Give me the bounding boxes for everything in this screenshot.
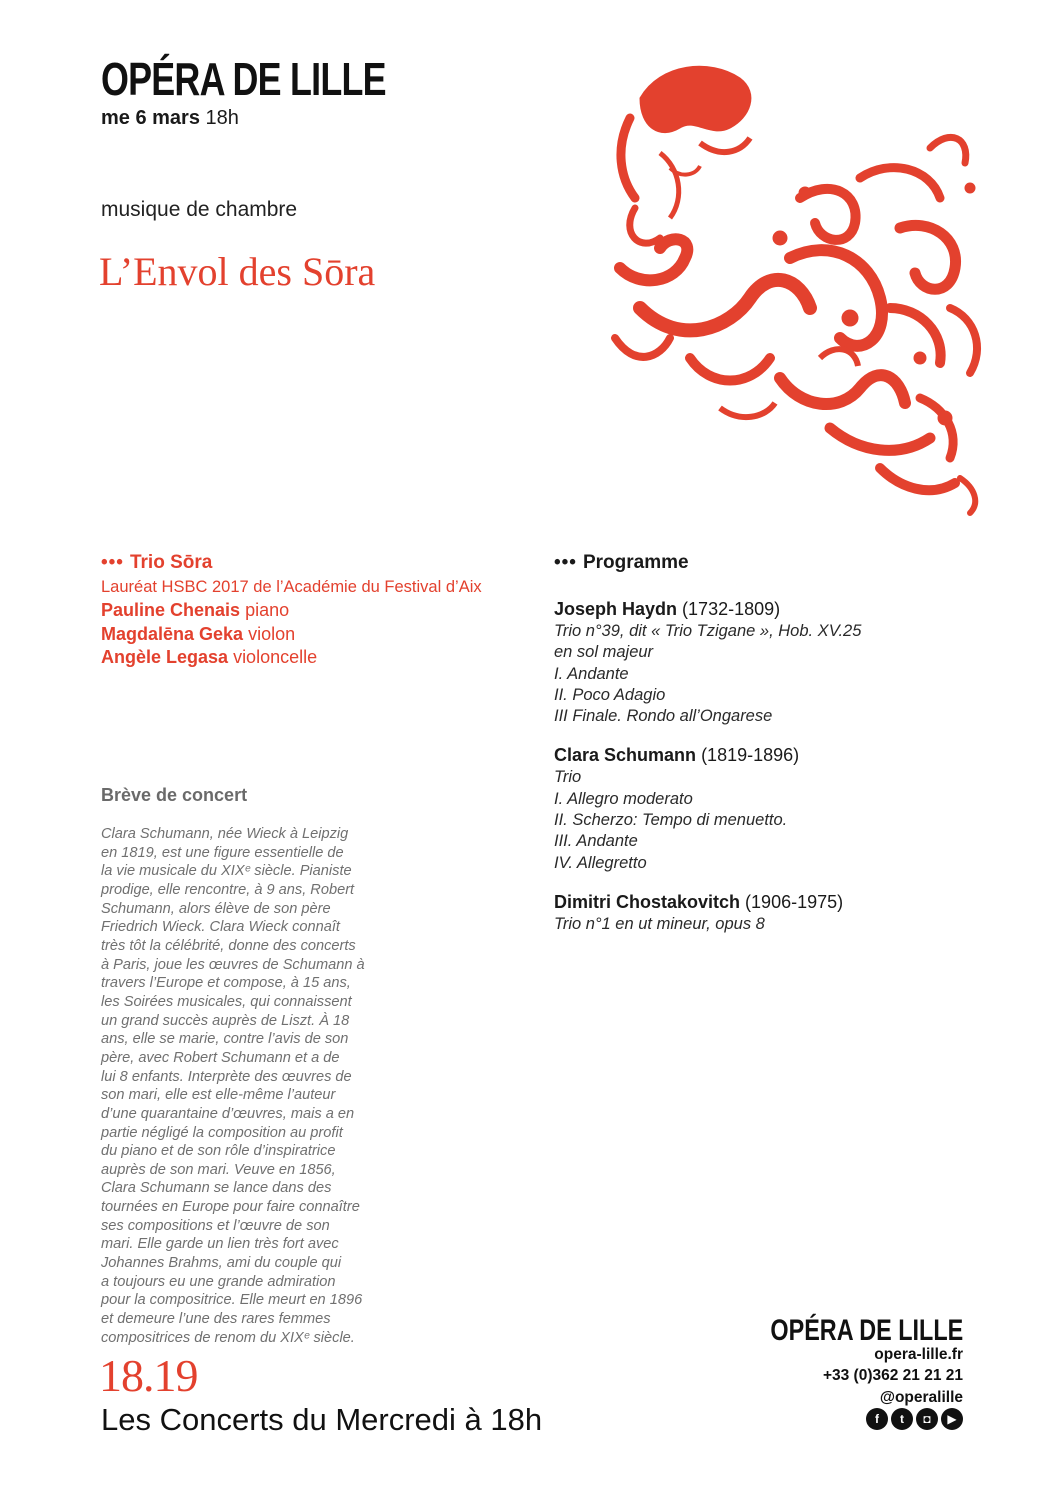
ornament-illustration <box>600 58 1000 518</box>
work-line: III Finale. Rondo all’Ongarese <box>554 707 773 726</box>
event-day: me 6 mars <box>101 107 200 129</box>
series-title: Les Concerts du Mercredi à 18h <box>101 1402 543 1437</box>
social-handle: @operalille <box>879 1389 963 1406</box>
event-title: L’Envol des Sōra <box>99 249 376 294</box>
phone-number: +33 (0)362 21 21 21 <box>822 1367 963 1384</box>
work-line: III. Andante <box>554 832 638 851</box>
work-line: Trio n°1 en ut mineur, opus 8 <box>554 914 765 933</box>
programme-work <box>554 890 994 935</box>
performers-heading: ••• Trio Sōra <box>101 552 213 573</box>
event-category: musique de chambre <box>101 198 298 221</box>
work-line: en sol majeur <box>554 643 654 662</box>
work-line: Trio <box>554 768 582 787</box>
opera-logo-bottom: OPÉRA DE LILLE <box>770 1314 963 1347</box>
performer-role: violoncelle <box>233 647 318 667</box>
work-line: I. Andante <box>554 664 629 683</box>
performer-row <box>101 623 541 647</box>
performer-name: Pauline Chenais <box>101 600 241 620</box>
work-composer: Dimitri Chostakovitch (1906-1975) <box>554 891 844 912</box>
performer-name: Angèle Legasa <box>101 647 229 667</box>
performer-row <box>101 599 541 623</box>
work-line: I. Allegro moderato <box>554 789 693 808</box>
work-line: II. Scherzo: Tempo di menuetto. <box>554 811 788 830</box>
programme-heading: ••• Programme <box>554 552 689 573</box>
performers-section <box>101 550 541 670</box>
work-line: IV. Allegretto <box>554 853 647 872</box>
work-composer: Joseph Haydn (1732-1809) <box>554 599 781 619</box>
work-line: II. Poco Adagio <box>554 685 666 704</box>
breve-heading: Brève de concert <box>101 785 248 805</box>
performer-row <box>101 646 541 670</box>
opera-logo-top: OPÉRA DE LILLE <box>101 53 386 105</box>
performer-name: Magdalēna Geka <box>101 623 244 644</box>
breve-text: Clara Schumann, née Wieck à Leipzig en 1819, est une figure essentielle de la vie musicale du XIXᵉ siècle. Pianiste prodige, elle rencontre, à 9 ans, Robert Schumann, alors élève de son père Friedrich Wieck. Clara Wieck connaît très tôt la célébrité, donne des concerts à Paris, joue les œuvres de Schumann à travers l’Europe et compose, à 15 ans, les Soirées musicales, qui connaissent un grand succès auprès de Liszt. À 18 ans, elle se marie, contre l’avis de son père, avec Robert Schumann et a de lui 8 enfants. Interprète des œuvres de son mari, elle est elle-même l’auteur d’une quarantaine d’œuvres, mais a en partie négligé la composition au profit du piano et de son rôle d’inspiratrice auprès de son mari. Veuve en 1856, Clara Schumann se lance dans des tournées en Europe pour faire connaître ses compositions et l’œuvre de son mari. Elle garde un lien très fort avec Johannes Brahms, ami du couple qui a toujours eu une grande admiration pour la compositrice. Elle meurt en 1896 et demeure l’une des rares femmes compositrices de renom du XIXᵉ siècle. <box>101 826 365 1346</box>
website-link[interactable]: opera-lille.fr <box>874 1346 963 1363</box>
performer-role: piano <box>245 600 290 620</box>
season-number: 18.19 <box>99 1350 198 1401</box>
facebook-icon[interactable]: f <box>866 1408 888 1430</box>
performer-role: violon <box>248 623 296 644</box>
youtube-icon[interactable]: ▶ <box>941 1408 963 1430</box>
programme-work <box>554 743 994 873</box>
social-icons <box>866 1408 963 1430</box>
ensemble-award: Lauréat HSBC 2017 de l’Académie du Festival d’Aix <box>101 578 482 596</box>
programme-work <box>554 597 994 727</box>
event-time: 18h <box>205 107 239 129</box>
programme-section <box>554 550 994 935</box>
twitter-icon[interactable]: t <box>891 1408 913 1430</box>
bullet-dots: ••• <box>554 552 577 573</box>
bullet-dots: ••• <box>101 552 124 573</box>
event-date <box>101 107 239 130</box>
work-composer: Clara Schumann (1819-1896) <box>554 745 800 766</box>
instagram-icon[interactable]: ◘ <box>916 1408 938 1430</box>
work-line: Trio n°39, dit « Trio Tzigane », Hob. XV.25 <box>554 622 862 640</box>
